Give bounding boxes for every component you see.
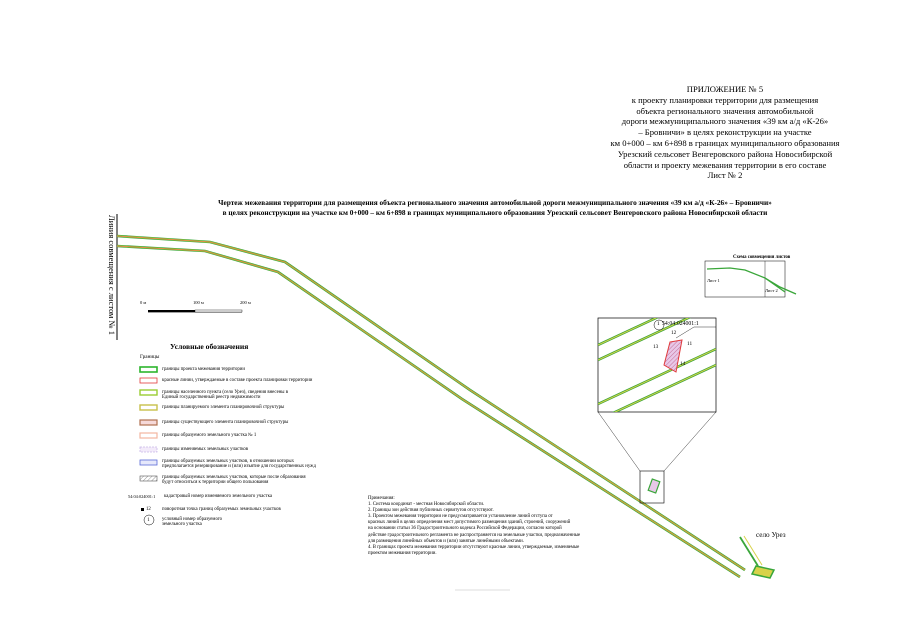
appendix-line: Урезский сельсовет Венгеровского района Новосибирской (617, 148, 833, 159)
legend-item-changed-plots (140, 447, 402, 452)
legend-text-line: будут относиться к территории общего пользования (162, 480, 269, 486)
notes-line: на основании статьи 36 Градостроительного кодекса Российской Федерации, согласно которой (368, 526, 562, 532)
appendix-line: области и проекту межевания территории в его составе (623, 159, 827, 170)
notes-line: 4. В границах проекта межевания территории отсутствуют красные линии, утверждаемые, изменяемые (368, 544, 580, 550)
legend-item-settlement-boundary (140, 390, 402, 401)
turn-point-label: 11 (687, 341, 693, 347)
legend-text-line: Единый государственный реестр недвижимости (162, 395, 261, 401)
legend-item-reserved-plots (140, 459, 402, 470)
legend-text-line: границы образуемых земельных участков, которые после образования (162, 475, 306, 480)
legend-item-public-use-plots (140, 475, 402, 486)
detail-leader-line (598, 412, 640, 471)
cadastral-sample: 54:04:024001:1 (128, 494, 156, 499)
legend-text (162, 475, 402, 486)
legend-text: границы изменяемых земельных участков (162, 447, 249, 452)
legend-item-existing-element (140, 420, 402, 425)
turn-point-label: 12 (671, 330, 677, 336)
sheet-2-label: Лист 2 (765, 288, 778, 293)
legend-text: границы проекта межевания территории (162, 367, 245, 372)
appendix-line: объекта регионального значения автомобильной (636, 105, 814, 116)
legend-text-line: условный номер образуемого (162, 517, 223, 522)
legend-text: границы существующего элемента планировочной структуры (162, 420, 289, 425)
plot-1-marker (648, 479, 660, 493)
inset-title: Схема совмещения листов (733, 255, 791, 260)
appendix-line: ПРИЛОЖЕНИЕ № 5 (686, 84, 764, 94)
appendix-line: км 0+000 – км 6+898 в границах муниципального образования (610, 137, 840, 148)
notes-line: проектом межевания территории. (368, 550, 437, 556)
legend-subtitle: Границы (140, 354, 160, 360)
detail-view (598, 290, 716, 420)
scale-label: 200 м (240, 300, 251, 305)
notes-line: действие градостроительного регламента не распространяется на земельные участки, предназначенные (368, 532, 581, 538)
notes-line: Примечания: (368, 496, 395, 501)
drawing-title-line: в целях реконструкции на участке км 0+000 – км 6+898 в границах муниципального образования Урезский сельсовет Венгеровского района Новосибирской области (222, 208, 768, 217)
notes (368, 496, 698, 557)
legend-text-line: земельного участка (162, 522, 202, 528)
scale-label: 0 м (140, 300, 147, 305)
village-label: село Урез (756, 531, 786, 539)
legend-title: Условные обозначения (170, 342, 249, 351)
legend-item-planned-element (140, 405, 402, 410)
appendix-line: – Бровничи» в целях реконструкции на участке (638, 127, 812, 138)
legend-text: границы планируемого элемента планировочной структуры (162, 405, 285, 410)
notes-line: красных линий в целях определения мест допустимого размещения зданий, строений, сооружений (368, 520, 571, 526)
plot-number-sample: 1 (147, 518, 150, 523)
legend-text: границы образуемого земельного участка № 1 (162, 433, 257, 438)
legend-text: красные линии, утверждаемые в составе проекта планировки территории (162, 378, 313, 383)
legend-text: поворотная точка границ образуемых земельных участков (162, 507, 281, 512)
legend-text (162, 390, 402, 401)
sheet-1-label: Лист 1 (707, 278, 720, 283)
turn-point-label: 14 (680, 361, 686, 367)
legend-item-cadastral-number (128, 494, 404, 499)
legend-text (162, 517, 402, 528)
detail-cadastral-number: 54:04:024001:1 (662, 321, 699, 327)
turn-point-sample: 12 (146, 507, 151, 512)
legend-item-turn-point (140, 507, 402, 512)
notes-line: для размещения линейных объектов и (или) занятые линейными объектами. (368, 538, 524, 544)
notes-line: 2. Границы зон действия публичных сервитутов отсутствуют. (368, 508, 494, 514)
notes-line: 3. Проектом межевания территории не предусматривается установление линий отступа от (368, 514, 553, 520)
detail-leader-line (664, 412, 716, 471)
appendix-line: дороги межмуниципального значения «39 км а/д «К-26» (621, 116, 829, 127)
legend-item-red-lines (140, 378, 402, 383)
drawing-title-line: Чертеж межевания территории для размещения объекта регионального значения автомобильной дороги межмуниципального значения «39 км а/д «К-26» – Бровничи» (218, 198, 772, 207)
scale-label: 100 м (193, 300, 204, 305)
legend-item-formed-plot (140, 433, 402, 438)
legend-text: кадастровый номер изменяемого земельного участка (164, 494, 273, 499)
road-end-junction (740, 536, 774, 578)
legend-item-plot-number (140, 517, 402, 528)
legend-text-line: границы населенного пункта (село Урез), сведения внесены в (162, 390, 288, 395)
legend-text-line: предполагается резервирование и (или) изъятие для государственных нужд (162, 464, 316, 470)
scale-bar (148, 310, 242, 312)
legend-text-line: границы образуемых земельных участков, в отношении которых (162, 459, 295, 464)
notes-line: 1. Система координат - местная Новосибирской области. (368, 502, 485, 508)
match-line-text: Линия совмещения с листом № 1 (107, 214, 117, 336)
legend-item-project-boundary (140, 367, 402, 372)
detail-plot-number: 1 (657, 321, 660, 327)
appendix-line: к проекту планировки территории для размещения (631, 94, 819, 105)
appendix-line: Лист № 2 (707, 170, 743, 181)
legend-text (162, 459, 402, 470)
turn-point-label: 13 (653, 344, 659, 350)
